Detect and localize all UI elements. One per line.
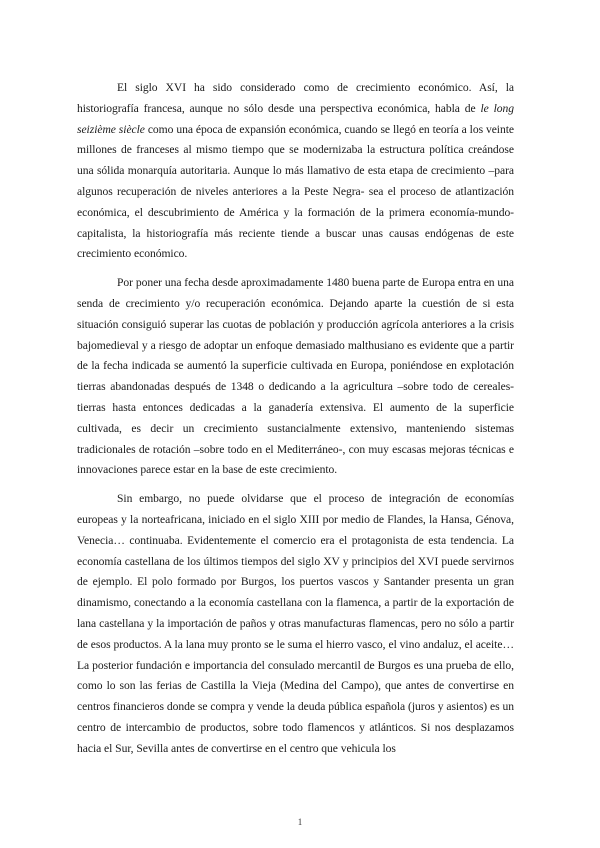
body-text xyxy=(77,78,514,768)
paragraph xyxy=(77,78,514,265)
paragraph-text: como una época de expansión económica, cuando se llegó en teoría a los veinte millones de franceses al mismo tiempo que se modernizaba la estructura política creándose una sólida monarquía autoritaria. Aunque lo más llamativo de esta etapa de crecimiento –para algunos recuperación de niveles anteriores a la Peste Negra- sea el proceso de atlantización económica, el descubrimiento de América y la formación de la primera economía-mundo-capitalista, la historiografía más reciente tiende a buscar unas causas endógenas de este crecimiento económico. xyxy=(77,122,514,261)
paragraph xyxy=(77,273,514,481)
page-number: 1 xyxy=(297,817,303,827)
paragraph-text: Sin embargo, no puede olvidarse que el proceso de integración de economías europeas y la norteafricana, iniciado en el siglo XIII por medio de Flandes, la Hansa, Génova, Venecia… continuaba. Evidentemente el comercio era el protagonista de esta tendencia. La economía castellana de los últimos tiempos del siglo XV y principios del XVI puede servirnos de ejemplo. El polo formado por Burgos, los puertos vascos y Santander presenta un gran dinamismo, conectando a la economía castellana con la flamenca, a partir de la exportación de lana castellana y la importación de paños y otras manufacturas flamencas, pero no sólo a partir de esos productos. A la lana muy pronto se le suma el hierro vasco, el vino andaluz, el aceite… La posterior fundación e importancia del consulado mercantil de Burgos es una prueba de ello, como lo son las ferias de Castilla la Vieja (Medina del Campo), que antes de convertirse en centros financieros donde se compra y vende la deuda pública española (juros y asientos) es un centro de intercambio de productos, sobre todo flamencos y atlánticos. Si nos desplazamos hacia el Sur, Sevilla antes de convertirse en el centro que vehicula los xyxy=(77,492,514,755)
paragraph xyxy=(77,489,514,759)
paragraph-text: El siglo XVI ha sido considerado como de crecimiento económico. Así, la historiografía francesa, aunque no sólo desde una perspectiva económica, habla de xyxy=(77,81,514,115)
paragraph-text: Por poner una fecha desde aproximadamente 1480 buena parte de Europa entra en una senda de crecimiento y/o recuperación económica. Dejando aparte la cuestión de si esta situación consiguió superar las cuotas de población y producción agrícola anteriores a la crisis bajomedieval y a riesgo de adoptar un enfoque demasiado malthusiano es evidente que a partir de la fecha indicada se aumentó la superficie cultivada en Europa, poniéndose en explotación tierras abandonadas después de 1348 o dedicando a la agricultura –sobre todo de cereales- tierras hasta entonces dedicadas a la ganadería extensiva. El aumento de la superficie cultivada, es decir un crecimiento sustancialmente extensivo, manteniendo sistemas tradicionales de rotación –sobre todo en el Mediterráneo-, con muy escasas mejoras técnicas e innovaciones parece estar en la base de este crecimiento. xyxy=(77,276,514,477)
italic-phrase: le long seizième siècle xyxy=(77,101,514,136)
